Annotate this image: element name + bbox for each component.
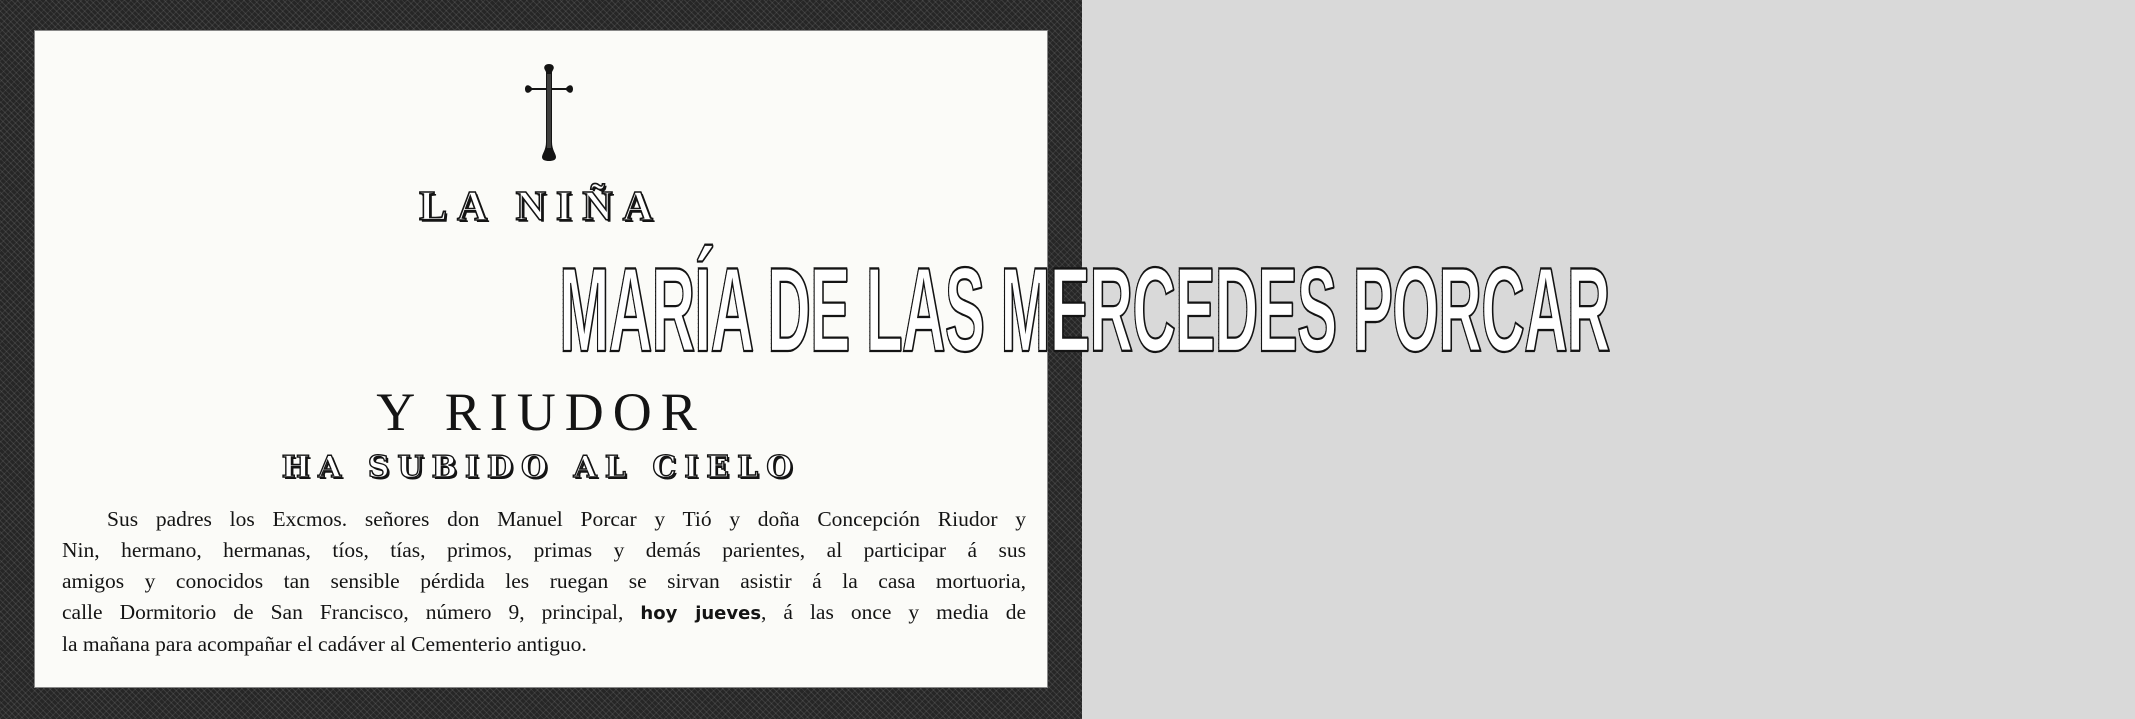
body-line-4-end: , á las once y media de bbox=[761, 600, 1026, 624]
deceased-name bbox=[34, 240, 1610, 380]
announcement-line: HA SUBIDO AL CIELO bbox=[281, 450, 801, 485]
latin-cross-icon bbox=[524, 62, 574, 162]
deceased-surname: Y RIUDOR bbox=[376, 382, 706, 442]
notice-body bbox=[62, 504, 1026, 660]
body-line-5: la mañana para acompañar el cadáver al Cementerio antiguo. bbox=[62, 632, 587, 656]
body-line-4-start: calle Dormitorio de San Francisco, número 9, principal, bbox=[62, 600, 624, 624]
body-line-4 bbox=[62, 597, 1026, 629]
deceased-name-text: MARÍA DE LAS MERCEDES PORCAR bbox=[559, 240, 1610, 380]
day-highlight: hoy jueves bbox=[640, 603, 762, 624]
body-line-3: amigos y conocidos tan sensible pérdida les ruegan se sirvan asistir á la casa mortuoria, bbox=[62, 569, 1026, 593]
body-line-1: Sus padres los Excmos. señores don Manuel Porcar y Tió y doña Concepción Riudor y bbox=[107, 507, 1026, 531]
body-line-2: Nin, hermano, hermanas, tíos, tías, primos, primas y demás parientes, al participar á sus bbox=[62, 538, 1026, 562]
heading-small: LA NIÑA bbox=[419, 184, 663, 230]
notice-paper bbox=[34, 30, 1610, 688]
